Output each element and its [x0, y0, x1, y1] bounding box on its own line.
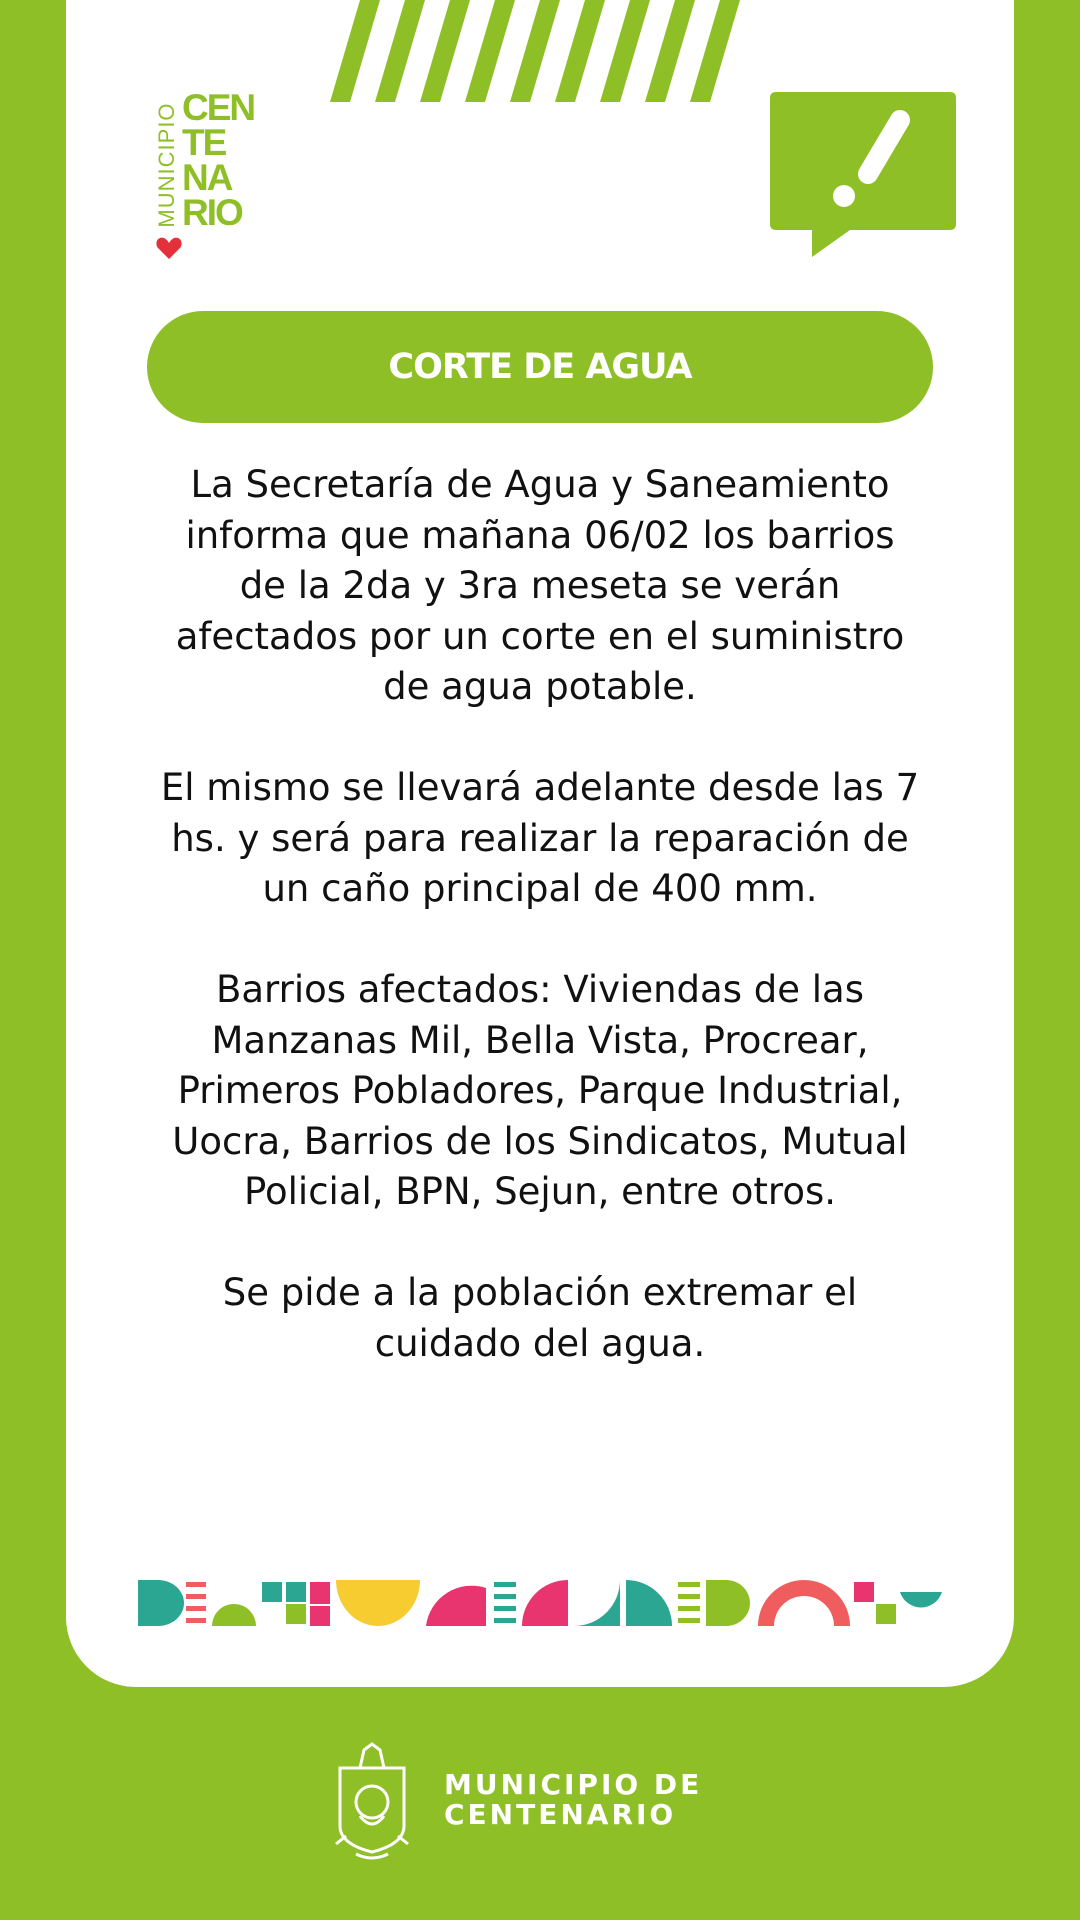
logo-line: TE [182, 122, 226, 163]
decorative-stripes [330, 0, 750, 102]
paragraph-request: Se pide a la población extremar el cuidado del agua. [222, 1271, 858, 1365]
footer-name-line2: CENTENARIO [444, 1798, 677, 1831]
paragraph-schedule: El mismo se llevará adelante desde las 7 hs. y será para realizar la reparación de un caño principal de 400 mm. [160, 766, 920, 910]
paragraph-notice: La Secretaría de Agua y Saneamiento informa que mañana 06/02 los barrios de la 2da y 3ra meseta se verán afectados por un corte en el suministro de agua potable. [175, 463, 905, 708]
heart-icon [156, 236, 182, 260]
centenario-logo [152, 87, 262, 265]
logo-municipio-text: MUNICIPIO [154, 102, 179, 228]
footer-name-line1: MUNICIPIO DE [444, 1768, 703, 1801]
announcement-body [160, 460, 920, 1420]
exclamation-speech-bubble-icon [770, 92, 956, 262]
paragraph-affected-neighborhoods: Barrios afectados: Viviendas de las Manzanas Mil, Bella Vista, Procrear, Primeros Pobladores, Parque Industrial, Uocra, Barrios de los Sindicatos, Mutual Policial, BPN, Sejun, entre otros. [172, 968, 908, 1213]
footer-municipality-name [444, 1770, 702, 1830]
logo-line: CEN [182, 87, 255, 128]
headline-text: CORTE DE AGUA [388, 347, 692, 387]
municipal-shield-icon [330, 1740, 414, 1868]
decorative-geometric-pattern [138, 1580, 942, 1626]
headline-banner [147, 311, 933, 423]
logo-line: RIO [182, 192, 242, 233]
logo-wordmark [182, 87, 262, 233]
logo-line: NA [182, 157, 232, 198]
